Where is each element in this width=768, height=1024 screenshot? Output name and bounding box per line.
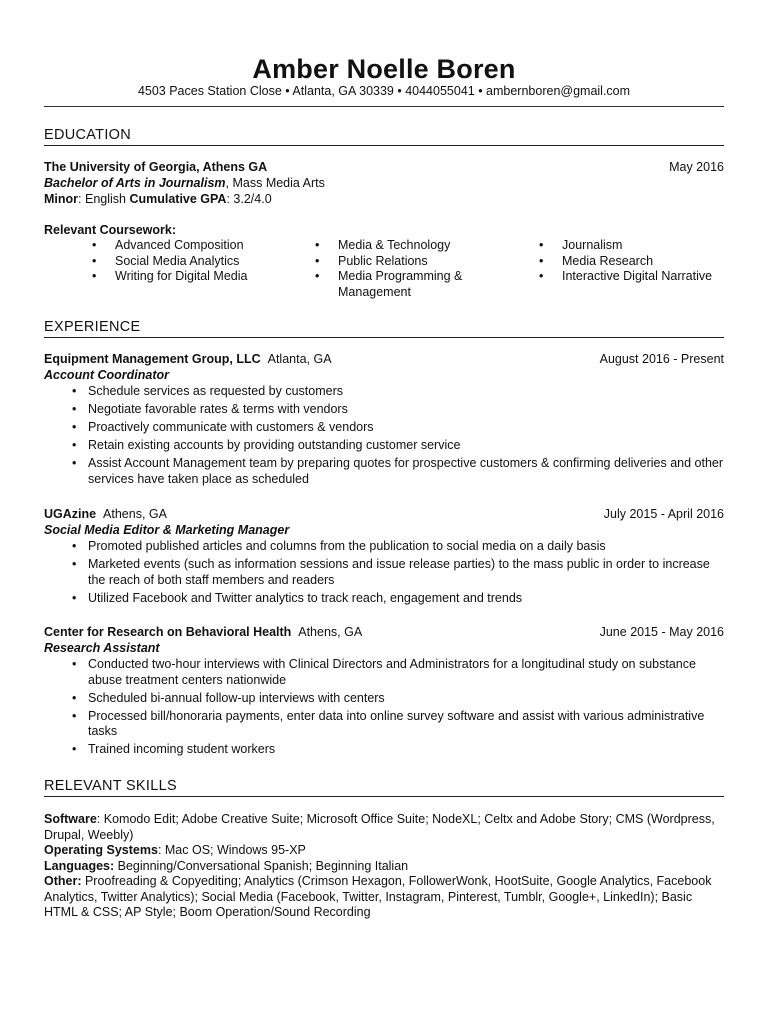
course-item: • Writing for Digital Media bbox=[88, 269, 298, 285]
skills-block bbox=[44, 812, 724, 921]
job-entry bbox=[44, 507, 724, 609]
job-location: Athens, GA bbox=[103, 507, 167, 521]
job-dates: July 2015 - April 2016 bbox=[603, 507, 724, 521]
coursework-column-3 bbox=[535, 238, 735, 285]
school-name: The University of Georgia, Athens GA bbox=[44, 160, 268, 174]
course-item: • Media Programming & Management bbox=[311, 269, 511, 300]
job-entry bbox=[44, 352, 724, 490]
job-role: Account Coordinator bbox=[44, 368, 169, 382]
job-bullets bbox=[44, 384, 724, 487]
job-bullet: • Assist Account Management team by preparing quotes for prospective customers & confirming deliveries and other services have taken place as scheduled bbox=[44, 456, 724, 487]
job-bullet: • Retain existing accounts by providing outstanding customer service bbox=[44, 438, 724, 454]
skill-value: Beginning/Conversational Spanish; Beginning Italian bbox=[114, 858, 409, 873]
education-block bbox=[44, 160, 724, 239]
degree-line bbox=[44, 176, 724, 192]
job-role: Social Media Editor & Marketing Manager bbox=[44, 523, 290, 537]
contact-line: 4503 Paces Station Close • Atlanta, GA 30339 • 4044055041 • ambernboren@gmail.com bbox=[137, 84, 631, 98]
job-dates: August 2016 - Present bbox=[599, 352, 724, 366]
degree-name: Bachelor of Arts in Journalism bbox=[44, 176, 226, 190]
experience-heading: EXPERIENCE bbox=[44, 318, 724, 338]
job-org: Equipment Management Group, LLC bbox=[44, 352, 261, 366]
job-header bbox=[44, 352, 724, 368]
resume-name: Amber Noelle Boren bbox=[252, 54, 516, 84]
job-bullets bbox=[44, 539, 724, 606]
minor-label: Minor bbox=[44, 192, 79, 206]
skill-value: : Mac OS; Windows 95-XP bbox=[157, 843, 306, 857]
course-item: • Social Media Analytics bbox=[88, 254, 298, 270]
course-item: • Advanced Composition bbox=[88, 238, 298, 254]
degree-rest: , Mass Media Arts bbox=[225, 176, 325, 190]
job-bullet: • Proactively communicate with customers & vendors bbox=[44, 420, 724, 436]
skills-heading: RELEVANT SKILLS bbox=[44, 777, 724, 797]
course-item: • Media & Technology bbox=[311, 238, 511, 254]
job-bullet: • Processed bill/honoraria payments, enter data into online survey software and assist with various administrative tasks bbox=[44, 709, 724, 740]
coursework-label: Relevant Coursework: bbox=[44, 223, 176, 237]
job-bullet: • Utilized Facebook and Twitter analytics to track reach, engagement and trends bbox=[44, 591, 724, 607]
job-org: UGAzine bbox=[44, 507, 97, 521]
job-bullet: • Conducted two-hour interviews with Clinical Directors and Administrators for a longitudinal study on substance abuse treatment centers nationwide bbox=[44, 657, 724, 688]
job-org: Center for Research on Behavioral Health bbox=[44, 625, 292, 639]
job-entry bbox=[44, 625, 724, 760]
gpa-value: : 3.2/4.0 bbox=[226, 192, 272, 206]
course-item: • Public Relations bbox=[311, 254, 511, 270]
skill-line bbox=[44, 812, 724, 843]
job-bullet: • Marketed events (such as information sessions and issue release parties) to the mass public in order to increase the reach of both staff members and readers bbox=[44, 557, 724, 588]
education-heading: EDUCATION bbox=[44, 126, 724, 146]
course-item: • Interactive Digital Narrative bbox=[535, 269, 735, 285]
header-rule bbox=[44, 106, 724, 107]
education-date: May 2016 bbox=[669, 160, 724, 174]
job-location: Athens, GA bbox=[298, 625, 363, 639]
skill-label: Other: bbox=[44, 874, 82, 888]
gpa-label: Cumulative GPA bbox=[129, 192, 227, 206]
skill-label: Languages: bbox=[44, 858, 115, 873]
course-item: • Journalism bbox=[535, 238, 735, 254]
job-bullet: • Schedule services as requested by customers bbox=[44, 384, 724, 400]
minor-value: : English bbox=[78, 192, 130, 206]
skill-label: Software bbox=[44, 812, 97, 826]
job-role-row bbox=[44, 523, 724, 539]
job-header bbox=[44, 507, 724, 523]
job-role-row bbox=[44, 641, 724, 657]
coursework-column-1 bbox=[88, 238, 298, 285]
coursework-label-row bbox=[44, 223, 724, 239]
skill-value: : Komodo Edit; Adobe Creative Suite; Microsoft Office Suite; NodeXL; Celtx and Adobe Story; CMS (Wordpress, Drupal, Weebly) bbox=[44, 812, 715, 842]
skill-line bbox=[44, 874, 724, 921]
job-bullet: • Trained incoming student workers bbox=[44, 742, 724, 758]
job-bullets bbox=[44, 657, 724, 758]
skill-line bbox=[44, 859, 724, 875]
job-role-row bbox=[44, 368, 724, 384]
job-dates: June 2015 - May 2016 bbox=[599, 625, 724, 639]
skill-value: Proofreading & Copyediting; Analytics (Crimson Hexagon, FollowerWonk, HootSuite, Google Analytics, Facebook Analytics, Twitter Analytics); Social Media (Facebook, Twitter, Instagram, Pinterest, Tumblr, Google+, LinkedIn); Basic HTML & CSS; AP Style; Boom Operation/Sound Recording bbox=[44, 874, 712, 919]
job-location: Atlanta, GA bbox=[267, 352, 332, 366]
skill-label: Operating Systems bbox=[44, 843, 158, 857]
skill-line bbox=[44, 843, 724, 859]
job-bullet: • Promoted published articles and columns from the publication to social media on a daily basis bbox=[44, 539, 724, 555]
job-bullet: • Negotiate favorable rates & terms with vendors bbox=[44, 402, 724, 418]
education-school-row bbox=[44, 160, 724, 176]
job-bullet: • Scheduled bi-annual follow-up interviews with centers bbox=[44, 691, 724, 707]
coursework-column-2 bbox=[311, 238, 511, 300]
job-role: Research Assistant bbox=[44, 641, 160, 655]
minor-gpa-line bbox=[44, 192, 724, 208]
job-header bbox=[44, 625, 724, 641]
course-item: • Media Research bbox=[535, 254, 735, 270]
